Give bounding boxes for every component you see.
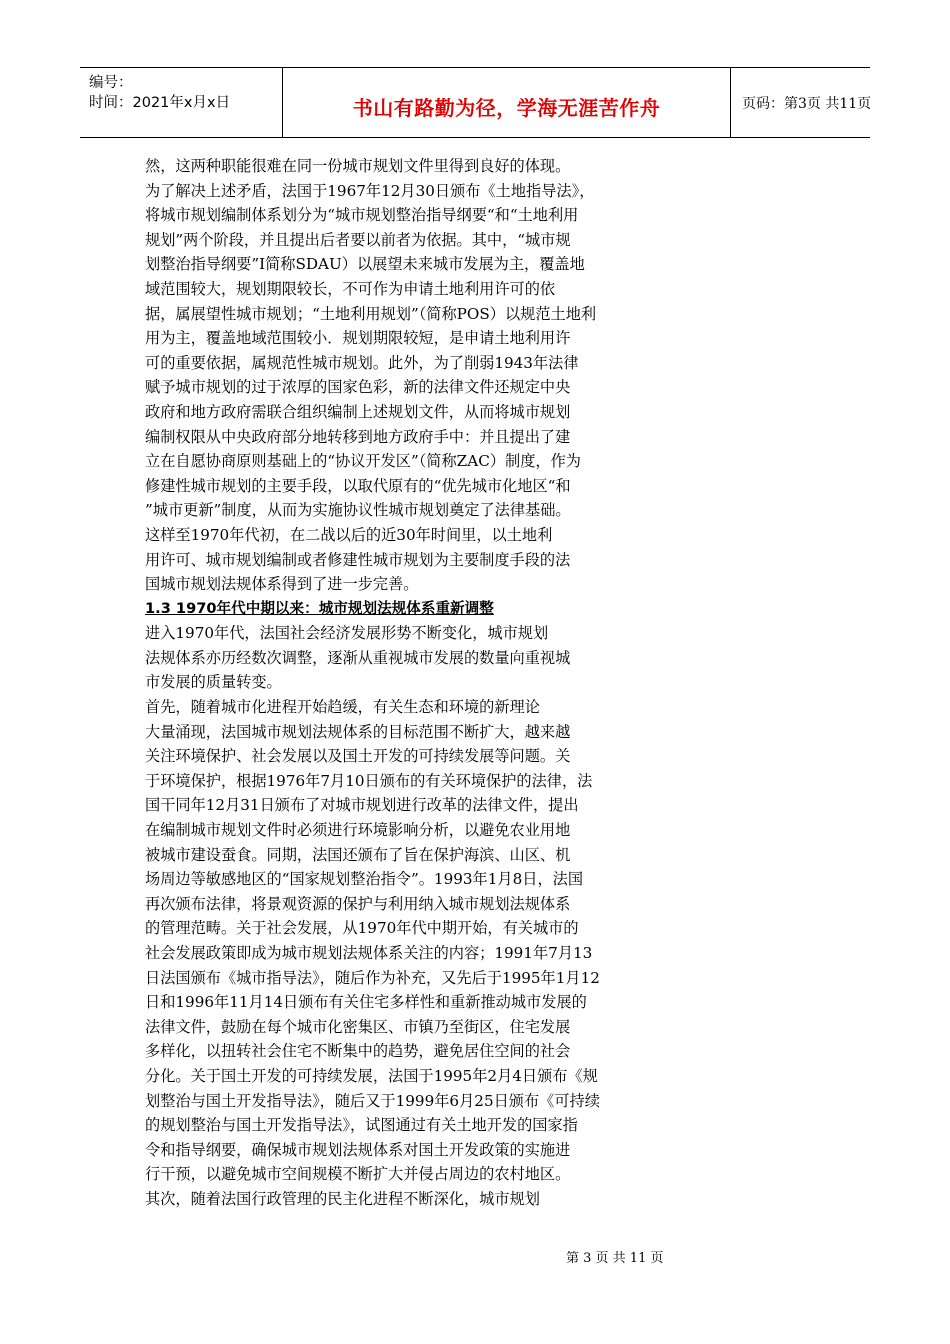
text-line: 法规体系亦历经数次调整，逐渐从重视城市发展的数量向重视城 <box>145 648 571 667</box>
text-line: 的管理范畴。关于社会发展，从1970年代中期开始，有关城市的 <box>145 919 579 938</box>
text-line: 分化。关于国土开发的可持续发展，法国于1995年2月4日颁布《规 <box>145 1066 598 1085</box>
motto-text: 书山有路勤为径，学海无涯苦作舟 <box>352 96 661 120</box>
text-line: 然，这两种职能很难在同一份城市规划文件里得到良好的体现。 <box>145 157 571 175</box>
text-line: 的规划整治与国土开发指导法》，试图通过有关土地开发的国家指 <box>145 1116 578 1135</box>
text-line: 规划”两个阶段，并且提出后者要以前者为依据。其中，“城市规 <box>145 230 571 249</box>
text-line: 多样化，以扭转社会住宅不断集中的趋势，避免居住空间的社会 <box>145 1042 571 1061</box>
text-line: 修建性城市规划的主要手段，以取代原有的“优先城市化地区“和 <box>145 476 571 495</box>
text-line: 法律文件，鼓励在每个城市化密集区、市镇乃至街区，住宅发展 <box>145 1017 571 1036</box>
text-line: 立在自愿协商原则基础上的“协议开发区”（简称ZAC）制度，作为 <box>145 452 581 471</box>
text-line: 场周边等敏感地区的“国家规划整治指令”。1993年1月8日，法国 <box>145 870 584 889</box>
header-motto-cell <box>283 68 731 137</box>
text-line: 在编制城市规划文件时必须进行环境影响分析，以避免农业用地 <box>145 821 571 840</box>
text-line: 赋予城市规划的过于浓厚的国家色彩，新的法律文件还规定中央 <box>145 378 571 397</box>
section-heading: 1.3 1970年代中期以来：城市规划法规体系重新调整 <box>145 599 494 617</box>
text-line: ”城市更新”制度，从而为实施协议性城市规划奠定了法律基础。 <box>145 501 571 520</box>
text-line: 国城市规划法规体系得到了进一步完善。 <box>145 575 419 594</box>
text-line: 大量涌现，法国城市规划法规体系的目标范围不断扩大，越来越 <box>145 722 571 741</box>
text-line: 划整治与国土开发指导法》，随后又于1999年6月25日颁布《可持续 <box>145 1091 600 1110</box>
text-line: 进入1970年代，法国社会经济发展形势不断变化，城市规划 <box>145 624 549 643</box>
header-page-info: 页码：第3页 共11页 <box>742 96 872 112</box>
text-line: 被城市建设蚕食。同期，法国还颁布了旨在保护海滨、山区、机 <box>145 845 571 864</box>
header-page-cell <box>731 68 870 137</box>
text-line: 为了解决上述矛盾，法国于1967年12月30日颁布《土地指导法》， <box>145 181 595 200</box>
text-line: 划整治指导纲要”I简称SDAU）以展望未来城市发展为主，覆盖地 <box>145 255 585 274</box>
text-line: 国干同年12月31日颁布了对城市规划进行改革的法律文件，提出 <box>145 796 579 815</box>
text-line: 关注环境保护、社会发展以及国土开发的可持续发展等问题。关 <box>145 747 571 766</box>
text-line: 据，属展望性城市规划；“土地利用规划”（简称POS）以规范土地利 <box>145 304 597 323</box>
text-line: 首先，随着城市化进程开始趋缓，有关生态和环境的新理论 <box>145 698 540 717</box>
text-line: 域范围较大，规划期限较长，不可作为申请土地利用许可的依 <box>145 279 556 298</box>
body-paragraphs-2 <box>145 621 680 1211</box>
text-line: 令和指导纲要，确保城市规划法规体系对国土开发政策的实施进 <box>145 1140 571 1159</box>
text-line: 社会发展政策即成为城市规划法规体系关注的内容；1991年7月13 <box>145 944 593 962</box>
text-line: 编制权限从中央政府部分地转移到地方政府手中：并且提出了建 <box>145 427 571 446</box>
text-line: 再次颁布法律，将景观资源的保护与利用纳入城市规划法规体系 <box>145 894 571 913</box>
body-paragraphs <box>145 154 680 597</box>
text-line: 日法国颁布《城市指导法》，随后作为补充，又先后于1995年1月12 <box>145 968 600 987</box>
text-line: 这样至1970年代初，在二战以后的近30年时间里，以土地利 <box>145 525 553 544</box>
text-line: 于环境保护，根据1976年7月10日颁布的有关环境保护的法律，法 <box>145 771 593 790</box>
text-line: 日和1996年11月14日颁布有关住宅多样性和重新推动城市发展的 <box>145 993 587 1012</box>
text-line: 用为主，覆盖地域范围较小．规划期限较短，是申请土地利用许 <box>145 329 571 348</box>
header-meta-cell <box>80 68 283 137</box>
page-footer: 第 3 页 共 11 页 <box>566 1251 664 1266</box>
text-line: 行干预，以避免城市空间规模不断扩大并侵占周边的农村地区。 <box>145 1165 571 1184</box>
text-line: 市发展的质量转变。 <box>145 673 282 692</box>
text-line: 政府和地方政府需联合组织编制上述规划文件，从而将城市规划 <box>145 402 571 421</box>
document-header <box>80 67 870 138</box>
text-line: 用许可、城市规划编制或者修建性城市规划为主要制度手段的法 <box>145 550 571 569</box>
time-label: 时间：2021年x月x日 <box>89 95 231 111</box>
text-line: 可的重要依据，属规范性城市规划。此外，为了削弱1943年法律 <box>145 353 579 372</box>
text-line: 将城市规划编制体系划分为“城市规划整治指导纲要“和“土地利用 <box>145 206 579 225</box>
serial-label: 编号： <box>89 75 133 91</box>
text-line: 其次，随着法国行政管理的民主化进程不断深化，城市规划 <box>145 1189 540 1208</box>
document-body <box>145 154 680 1212</box>
